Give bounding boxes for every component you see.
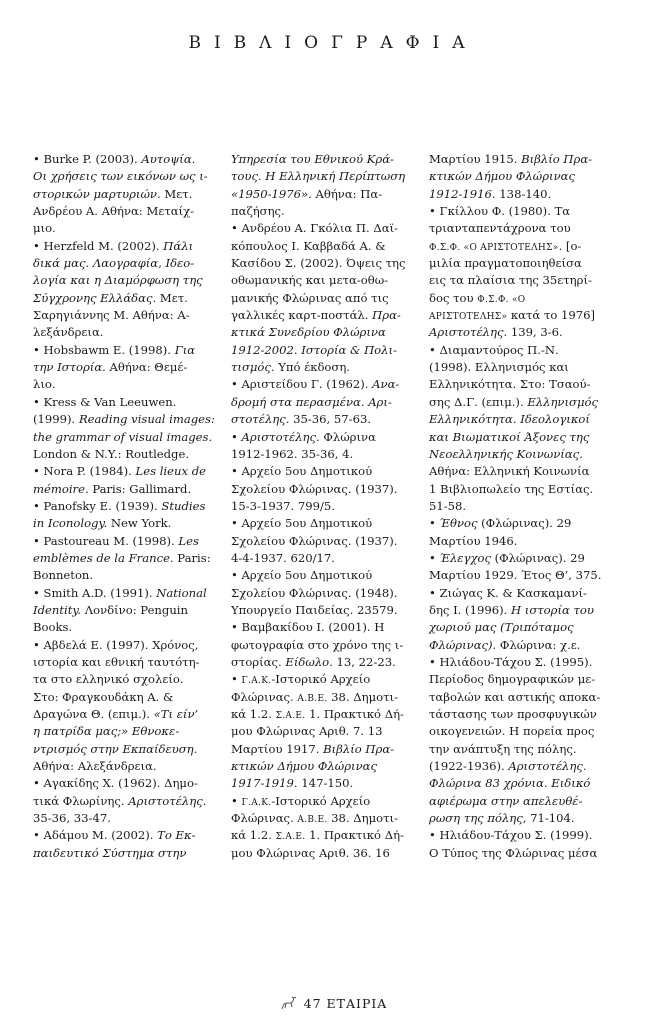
bibliography-line: ρωση της πόλης, 71-104. (429, 811, 575, 826)
bibliography-line: Μαρτίου 1915. Βιβλίο Πρα- (429, 152, 593, 166)
bibliography-line: 1912-1916. 138-140. (429, 186, 552, 201)
bibliography-line: London & N.Y.: Routledge. (33, 446, 190, 461)
bibliography-line: τα στο ελληνικό σχολείο. (33, 672, 184, 687)
bibliography-line: Σαρηγιάννης Μ. Αθήνα: Α- (33, 308, 190, 323)
bibliography-line: Υπουργείο Παιδείας. 23579. (231, 602, 398, 617)
bibliography-line: • Nora P. (1984). Les lieux de (33, 464, 206, 479)
bibliography-line: μανικής Φλώρινας από τις (231, 290, 389, 305)
bibliography-line: • Pastoureau M. (1998). Les (33, 533, 199, 548)
bibliography-line: Σχολείου Φλώρινας. (1937). (231, 481, 398, 496)
bibliography-line: Φλώρινας). Φλώρινα: χ.ε. (429, 637, 581, 652)
bibliography-line: in Iconology. New York. (33, 516, 172, 531)
bibliography-line: η πατρίδα μας;» Εθνοκε- (33, 724, 180, 739)
bibliography-line: φωτογραφία στο χρόνο της ι- (231, 637, 404, 652)
bibliography-line: • Ανδρέου Α. Γκόλια Π. Δαϊ- (231, 221, 399, 236)
bibliography-line: τους. Η Ελληνική Περίπτωση (231, 169, 406, 184)
bibliography-line: Ανδρέου Α. Αθήνα: Μεταίχ- (33, 204, 195, 219)
bibliography-line: δικά μας. Λαογραφία, Ιδεο- (33, 256, 195, 271)
bibliography-line: γαλλικές καρτ-ποστάλ. Πρα- (231, 308, 401, 323)
bibliography-line: 1 Βιβλιοπωλείο της Εστίας. (429, 481, 594, 496)
bibliography-line: • Αρχείο 5ου Δημοτικού (231, 464, 373, 479)
bibliography-line: Identity. Λονδίνο: Penguin (33, 602, 188, 617)
bibliography-line: λογία και η Διαμόρφωση της (33, 273, 203, 288)
bibliography-line: Περίοδος δημογραφικών με- (429, 672, 596, 687)
bibliography-line: στορικών μαρτυριών. Μετ. (33, 186, 193, 201)
bibliography-line: παιδευτικό Σύστημα στην (33, 845, 187, 860)
bibliography-line: τάστασης των προσφυγικών (429, 707, 597, 721)
bibliography-line: οικογενειών. Η πορεία προς (429, 724, 595, 739)
bibliography-line: μιο. (33, 221, 56, 236)
bibliography-line: τισμός. Υπό έκδοση. (231, 360, 350, 375)
bibliography-line: • Burke P. (2003). Αυτοψία. (33, 152, 196, 166)
bibliography-line: Μαρτίου 1946. (429, 533, 518, 548)
bibliography-line: 15-3-1937. 799/5. (231, 498, 335, 513)
bibliography-column-3 (429, 151, 619, 862)
bibliography-line: μου Φλώρινας Αριθ. 36. 16 (231, 845, 390, 860)
bibliography-line: «1950-1976». Αθήνα: Πα- (231, 186, 383, 201)
bibliography-line: • Έλεγχος (Φλώρινας). 29 (429, 550, 585, 565)
bibliography-line: 35-36, 33-47. (33, 811, 111, 826)
bibliography-line: • Herzfeld M. (2002). Πάλι (33, 238, 194, 253)
bibliography-line: 1912-1962. 35-36, 4. (231, 446, 354, 461)
bibliography-line: • Αβδελά Ε. (1997). Χρόνος, (33, 637, 199, 652)
bibliography-line: παζήσης. (231, 204, 285, 219)
bibliography-line: the grammar of visual images. (33, 429, 213, 444)
bibliography-line: στοτέλης. 35-36, 57-63. (231, 412, 372, 427)
bibliography-line: Κασίδου Σ. (2002). Όψεις της (231, 256, 406, 271)
bibliography-line: • Αριστείδου Γ. (1962). Ανα- (231, 377, 400, 392)
page-footer (0, 996, 666, 1011)
bibliography-line: • Smith A.D. (1991). National (33, 585, 207, 600)
bibliography-line: • Ηλιάδου-Τάχου Σ. (1995). (429, 654, 593, 669)
bibliography-line: • Αρχείο 5ου Δημοτικού (231, 516, 373, 531)
bibliography-line: (1999). Reading visual images: (33, 412, 215, 427)
bibliography-line: • Γκίλλου Φ. (1980). Τα (429, 204, 571, 219)
bibliography-line: μου Φλώρινας Αριθ. 7. 13 (231, 724, 383, 739)
bibliography-line: Books. (33, 620, 73, 635)
bibliography-line: Σχολείου Φλώρινας. (1937). (231, 533, 398, 548)
bibliography-line: Σύγχρονης Ελλάδας. Μετ. (33, 290, 188, 305)
bibliography-line: • Hobsbawm E. (1998). Για (33, 342, 196, 357)
bibliography-column-2 (231, 151, 421, 862)
bibliography-line: • Διαμαντούρος Π.-Ν. (429, 342, 559, 357)
bibliography-line: λιο. (33, 377, 56, 392)
bibliography-line: και Βιωματικοί Άξονες της (429, 429, 590, 444)
bibliography-line: 1912-2002. Ιστορία & Πολι- (231, 342, 397, 357)
bibliography-line: Φ.Σ.Φ. «Ο ΑΡΙΣΤΟΤΕΛΗΣ». [ο- (429, 238, 582, 253)
bibliography-line: Μαρτίου 1917. Βιβλίο Πρα- (231, 741, 395, 756)
bibliography-line: • Γ.Α.Κ.-Ιστορικό Αρχείο (231, 793, 371, 808)
bibliography-line: Δραγώνα Θ. (επιμ.). «Τι είν’ (33, 707, 199, 721)
bibliography-line: • Ηλιάδου-Τάχου Σ. (1999). (429, 828, 593, 843)
bibliography-line: 4-4-1937. 620/17. (231, 550, 335, 565)
bibliography-line: Bonneton. (33, 568, 94, 583)
bibliography-line: • Αρχείο 5ου Δημοτικού (231, 568, 373, 583)
bibliography-line: Αθήνα: Ελληνική Κοινωνία (429, 464, 590, 479)
bibliography-line: οθωμανικής και μετα-οθω- (231, 273, 389, 288)
bibliography-line: Σχολείου Φλώρινας. (1948). (231, 585, 398, 600)
bibliography-line: • Αδάμου Μ. (2002). Το Εκ- (33, 828, 196, 843)
bibliography-line: Οι χρήσεις των εικόνων ως ι- (33, 169, 208, 184)
bibliography-line: • Βαμβακίδου Ι. (2001). Η (231, 620, 385, 635)
bibliography-line: (1922-1936). Αριστοτέλης. (429, 759, 587, 774)
bibliography-line: Φλώρινα 83 χρόνια. Ειδικό (429, 776, 591, 791)
bibliography-line: κτικών Δήμου Φλώρινας (429, 169, 575, 184)
bibliography-line: 1917-1919. 147-150. (231, 776, 354, 791)
bibliography-line: κτικών Δήμου Φλώρινας (231, 759, 377, 774)
bibliography-line: κτικά Συνεδρίου Φλώρινα (231, 325, 386, 340)
bibliography-line: λεξάνδρεια. (33, 325, 104, 340)
bibliography-line: Στο: Φραγκουδάκη Α. & (33, 689, 174, 704)
bibliography-line: κόπουλος Ι. Καββαδά Α. & (231, 238, 386, 253)
bibliography-line: Μαρτίου 1929. Έτος Θ’, 375. (429, 568, 602, 583)
bibliography-line: δος του Φ.Σ.Φ. «Ο (429, 290, 526, 305)
bibliography-line: • Αγακίδης Χ. (1962). Δημο- (33, 776, 198, 791)
bibliography-line: • Kress & Van Leeuwen. (33, 394, 177, 409)
bibliography-line: την Ιστορία. Αθήνα: Θεμέ- (33, 360, 188, 375)
bibliography-line: μιλία πραγματοποιηθείσα (429, 256, 582, 271)
bibliography-line: κά 1.2. Σ.Α.Ε. 1. Πρακτικό Δή- (231, 828, 404, 843)
bibliography-line: τικά Φλωρίνης. Αριστοτέλης. (33, 793, 207, 808)
bibliography-line: τριανταπεντάχρονα του (429, 221, 571, 236)
bibliography-line: αφιέρωμα στην απελευθέ- (429, 793, 583, 808)
deer-logo-icon (279, 996, 297, 1010)
bibliography-line: σης Δ.Γ. (επιμ.). Ελληνισμός (429, 394, 598, 409)
bibliography-line: • Γ.Α.Κ.-Ιστορικό Αρχείο (231, 672, 371, 687)
bibliography-line: δης Ι. (1996). Η ιστορία του (429, 602, 594, 617)
bibliography-line: • Ζιώγας Κ. & Κασκαμανί- (429, 585, 587, 600)
bibliography-line: την ανάπτυξη της πόλης. (429, 741, 577, 756)
bibliography-line: Ελληνικότητα. Ιδεολογικοί (429, 412, 590, 427)
journal-name: ΕΤΑΙΡΙΑ (326, 996, 388, 1011)
bibliography-line: εις τα πλαίσια της 35ετηρί- (429, 273, 592, 288)
page-title: ΒΙΒΛΙΟΓΡΑΦΙΑ (188, 33, 478, 53)
bibliography-line: • Αριστοτέλης. Φλώρινα (231, 429, 376, 444)
bibliography-line: (1998). Ελληνισμός και (429, 360, 569, 375)
bibliography-line: • Panofsky E. (1939). Studies (33, 498, 206, 513)
bibliography-line: ταβολών και αστικής αποκα- (429, 689, 601, 704)
bibliography-line: emblèmes de la France. Paris: (33, 550, 211, 565)
page-number: 47 (303, 996, 322, 1011)
bibliography-line: • Έθνος (Φλώρινας). 29 (429, 516, 572, 531)
bibliography-column-1 (33, 151, 223, 862)
bibliography-line: κά 1.2. Σ.Α.Ε. 1. Πρακτικό Δή- (231, 707, 404, 721)
bibliography-line: Ο Τύπος της Φλώρινας μέσα (429, 845, 598, 860)
bibliography-line: ΑΡΙΣΤΟΤΕΛΗΣ» κατά το 1976] (429, 308, 596, 323)
bibliography-line: Νεοελληνικής Κοινωνίας. (429, 446, 583, 461)
bibliography-line: στορίας. Είδωλο. 13, 22-23. (231, 654, 396, 669)
bibliography-line: Αθήνα: Αλεξάνδρεια. (33, 759, 157, 774)
bibliography-line: ντρισμός στην Εκπαίδευση. (33, 741, 198, 756)
bibliography-line: Φλώρινας. Α.Β.Ε. 38. Δημοτι- (231, 811, 399, 826)
bibliography-line: 51-58. (429, 498, 467, 513)
bibliography-line: Ελληνικότητα. Στο: Τσαού- (429, 377, 591, 392)
bibliography-line: ιστορία και εθνική ταυτότη- (33, 654, 200, 669)
bibliography-line: χωριού μας (Τριπόταμος (429, 620, 574, 635)
bibliography-line: δρομή στα περασμένα. Αρι- (231, 394, 392, 409)
bibliography-line: Υπηρεσία του Εθνικού Κρά- (231, 152, 394, 166)
bibliography-line: Αριστοτέλης. 139, 3-6. (429, 325, 563, 340)
bibliography-line: Φλώρινας. Α.Β.Ε. 38. Δημοτι- (231, 689, 399, 704)
bibliography-line: mémoire. Paris: Gallimard. (33, 481, 192, 496)
